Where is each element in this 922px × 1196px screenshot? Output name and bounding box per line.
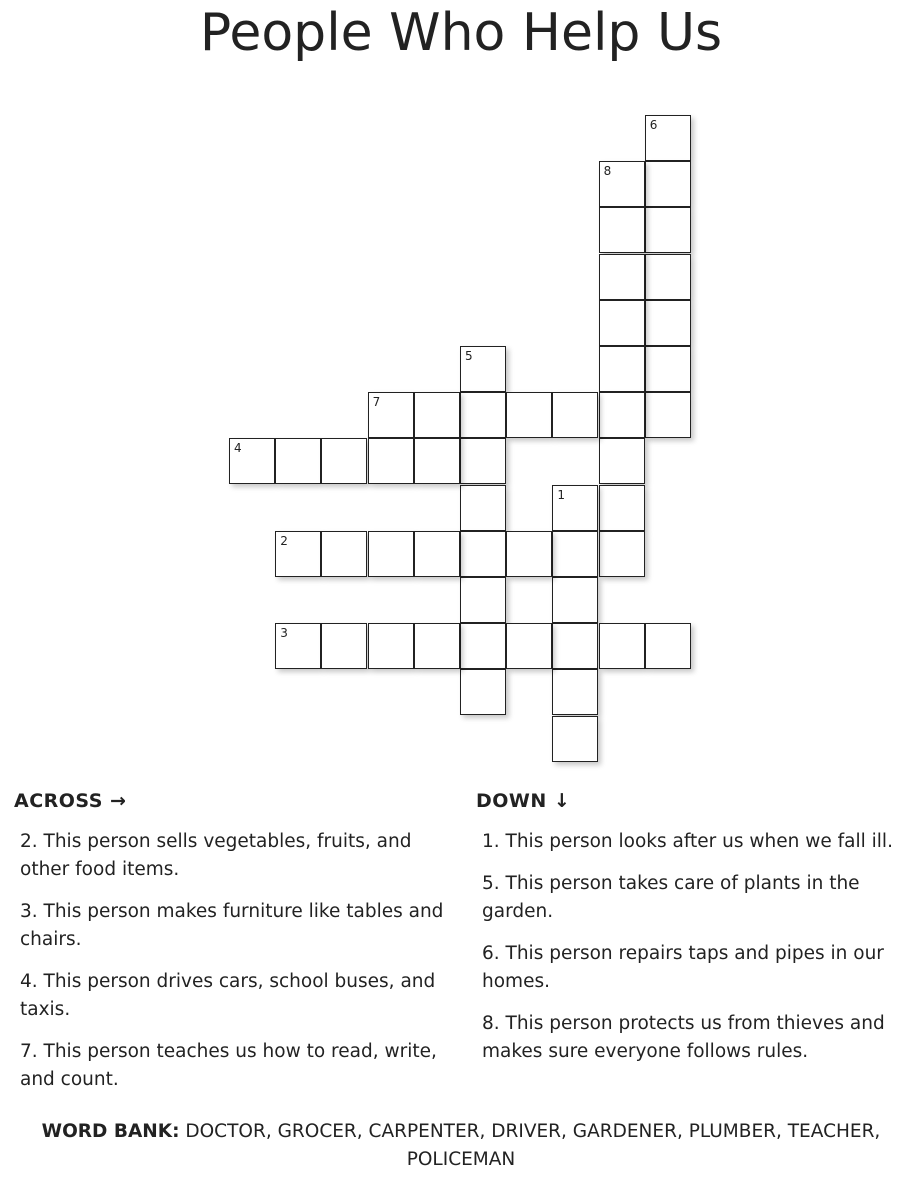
crossword-cell[interactable] [506, 531, 552, 577]
clue-number: 4 [234, 441, 242, 456]
crossword-cell[interactable] [460, 623, 506, 669]
crossword-cell[interactable] [599, 300, 645, 346]
crossword-cell[interactable] [460, 577, 506, 623]
crossword-cell[interactable] [368, 438, 414, 484]
clue-number: 3 [280, 626, 288, 641]
across-clue: 2. This person sells vegetables, fruits, and other food items. [20, 831, 412, 880]
crossword-cell[interactable] [552, 623, 598, 669]
crossword-cell[interactable] [599, 392, 645, 438]
crossword-cell[interactable] [460, 669, 506, 715]
across-clue: 4. This person drives cars, school buses, and taxis. [20, 971, 436, 1020]
crossword-cell[interactable] [275, 623, 321, 669]
across-heading: ACROSS → [14, 790, 127, 812]
crossword-cell[interactable] [552, 485, 598, 531]
down-heading: DOWN ↓ [476, 790, 571, 812]
crossword-cell[interactable] [460, 485, 506, 531]
down-clue: 5. This person takes care of plants in the garden. [482, 873, 860, 922]
crossword-cell[interactable] [414, 623, 460, 669]
crossword-cell[interactable] [552, 669, 598, 715]
crossword-cell[interactable] [645, 392, 691, 438]
down-clue: 6. This person repairs taps and pipes in our homes. [482, 943, 884, 992]
crossword-cell[interactable] [645, 346, 691, 392]
crossword-cell[interactable] [368, 623, 414, 669]
across-clue: 7. This person teaches us how to read, write, and count. [20, 1041, 437, 1090]
crossword-cell[interactable] [368, 392, 414, 438]
crossword-cell[interactable] [599, 207, 645, 253]
crossword-cell[interactable] [229, 438, 275, 484]
crossword-cell[interactable] [645, 115, 691, 161]
crossword-cell[interactable] [275, 438, 321, 484]
crossword-cell[interactable] [368, 531, 414, 577]
crossword-cell[interactable] [599, 623, 645, 669]
crossword-cell[interactable] [321, 623, 367, 669]
clue-number: 6 [649, 118, 658, 132]
crossword-cell[interactable] [552, 531, 598, 577]
crossword-cell[interactable] [275, 531, 321, 577]
clue-number: 1 [557, 487, 566, 502]
word-bank [40, 1118, 882, 1174]
clue-number: 8 [603, 164, 612, 179]
clue-number: 5 [465, 349, 473, 363]
crossword-cell[interactable] [460, 438, 506, 484]
crossword-cell[interactable] [460, 346, 506, 392]
crossword-cell[interactable] [460, 531, 506, 577]
down-clue-list [482, 828, 914, 1080]
crossword-cell[interactable] [599, 485, 645, 531]
clue-number: 2 [280, 533, 288, 548]
crossword-cell[interactable] [599, 161, 645, 207]
crossword-cell[interactable] [599, 438, 645, 484]
crossword-cell[interactable] [552, 716, 598, 762]
crossword-cell[interactable] [645, 623, 691, 669]
word-bank-label: WORD BANK: [41, 1121, 180, 1142]
crossword-cell[interactable] [552, 577, 598, 623]
crossword-cell[interactable] [599, 254, 645, 300]
crossword-cell[interactable] [506, 392, 552, 438]
crossword-cell[interactable] [645, 254, 691, 300]
clue-number: 7 [372, 395, 381, 410]
crossword-cell[interactable] [321, 438, 367, 484]
crossword-cell[interactable] [321, 531, 367, 577]
crossword-cell[interactable] [414, 531, 460, 577]
word-bank-words: DOCTOR, GROCER, CARPENTER, DRIVER, GARDENER, PLUMBER, TEACHER, POLICEMAN [185, 1121, 881, 1170]
across-clue-list [20, 828, 460, 1108]
crossword-cell[interactable] [599, 531, 645, 577]
crossword-cell[interactable] [645, 207, 691, 253]
down-clue: 1. This person looks after us when we fall ill. [482, 831, 893, 852]
crossword-cell[interactable] [645, 161, 691, 207]
crossword-cell[interactable] [506, 623, 552, 669]
crossword-cell[interactable] [645, 300, 691, 346]
crossword-cell[interactable] [414, 438, 460, 484]
crossword-cell[interactable] [460, 392, 506, 438]
page-title: People Who Help Us [199, 3, 723, 63]
across-clue: 3. This person makes furniture like tables and chairs. [20, 901, 444, 950]
crossword-cell[interactable] [552, 392, 598, 438]
crossword-cell[interactable] [599, 346, 645, 392]
down-clue: 8. This person protects us from thieves and makes sure everyone follows rules. [482, 1013, 885, 1062]
crossword-cell[interactable] [414, 392, 460, 438]
